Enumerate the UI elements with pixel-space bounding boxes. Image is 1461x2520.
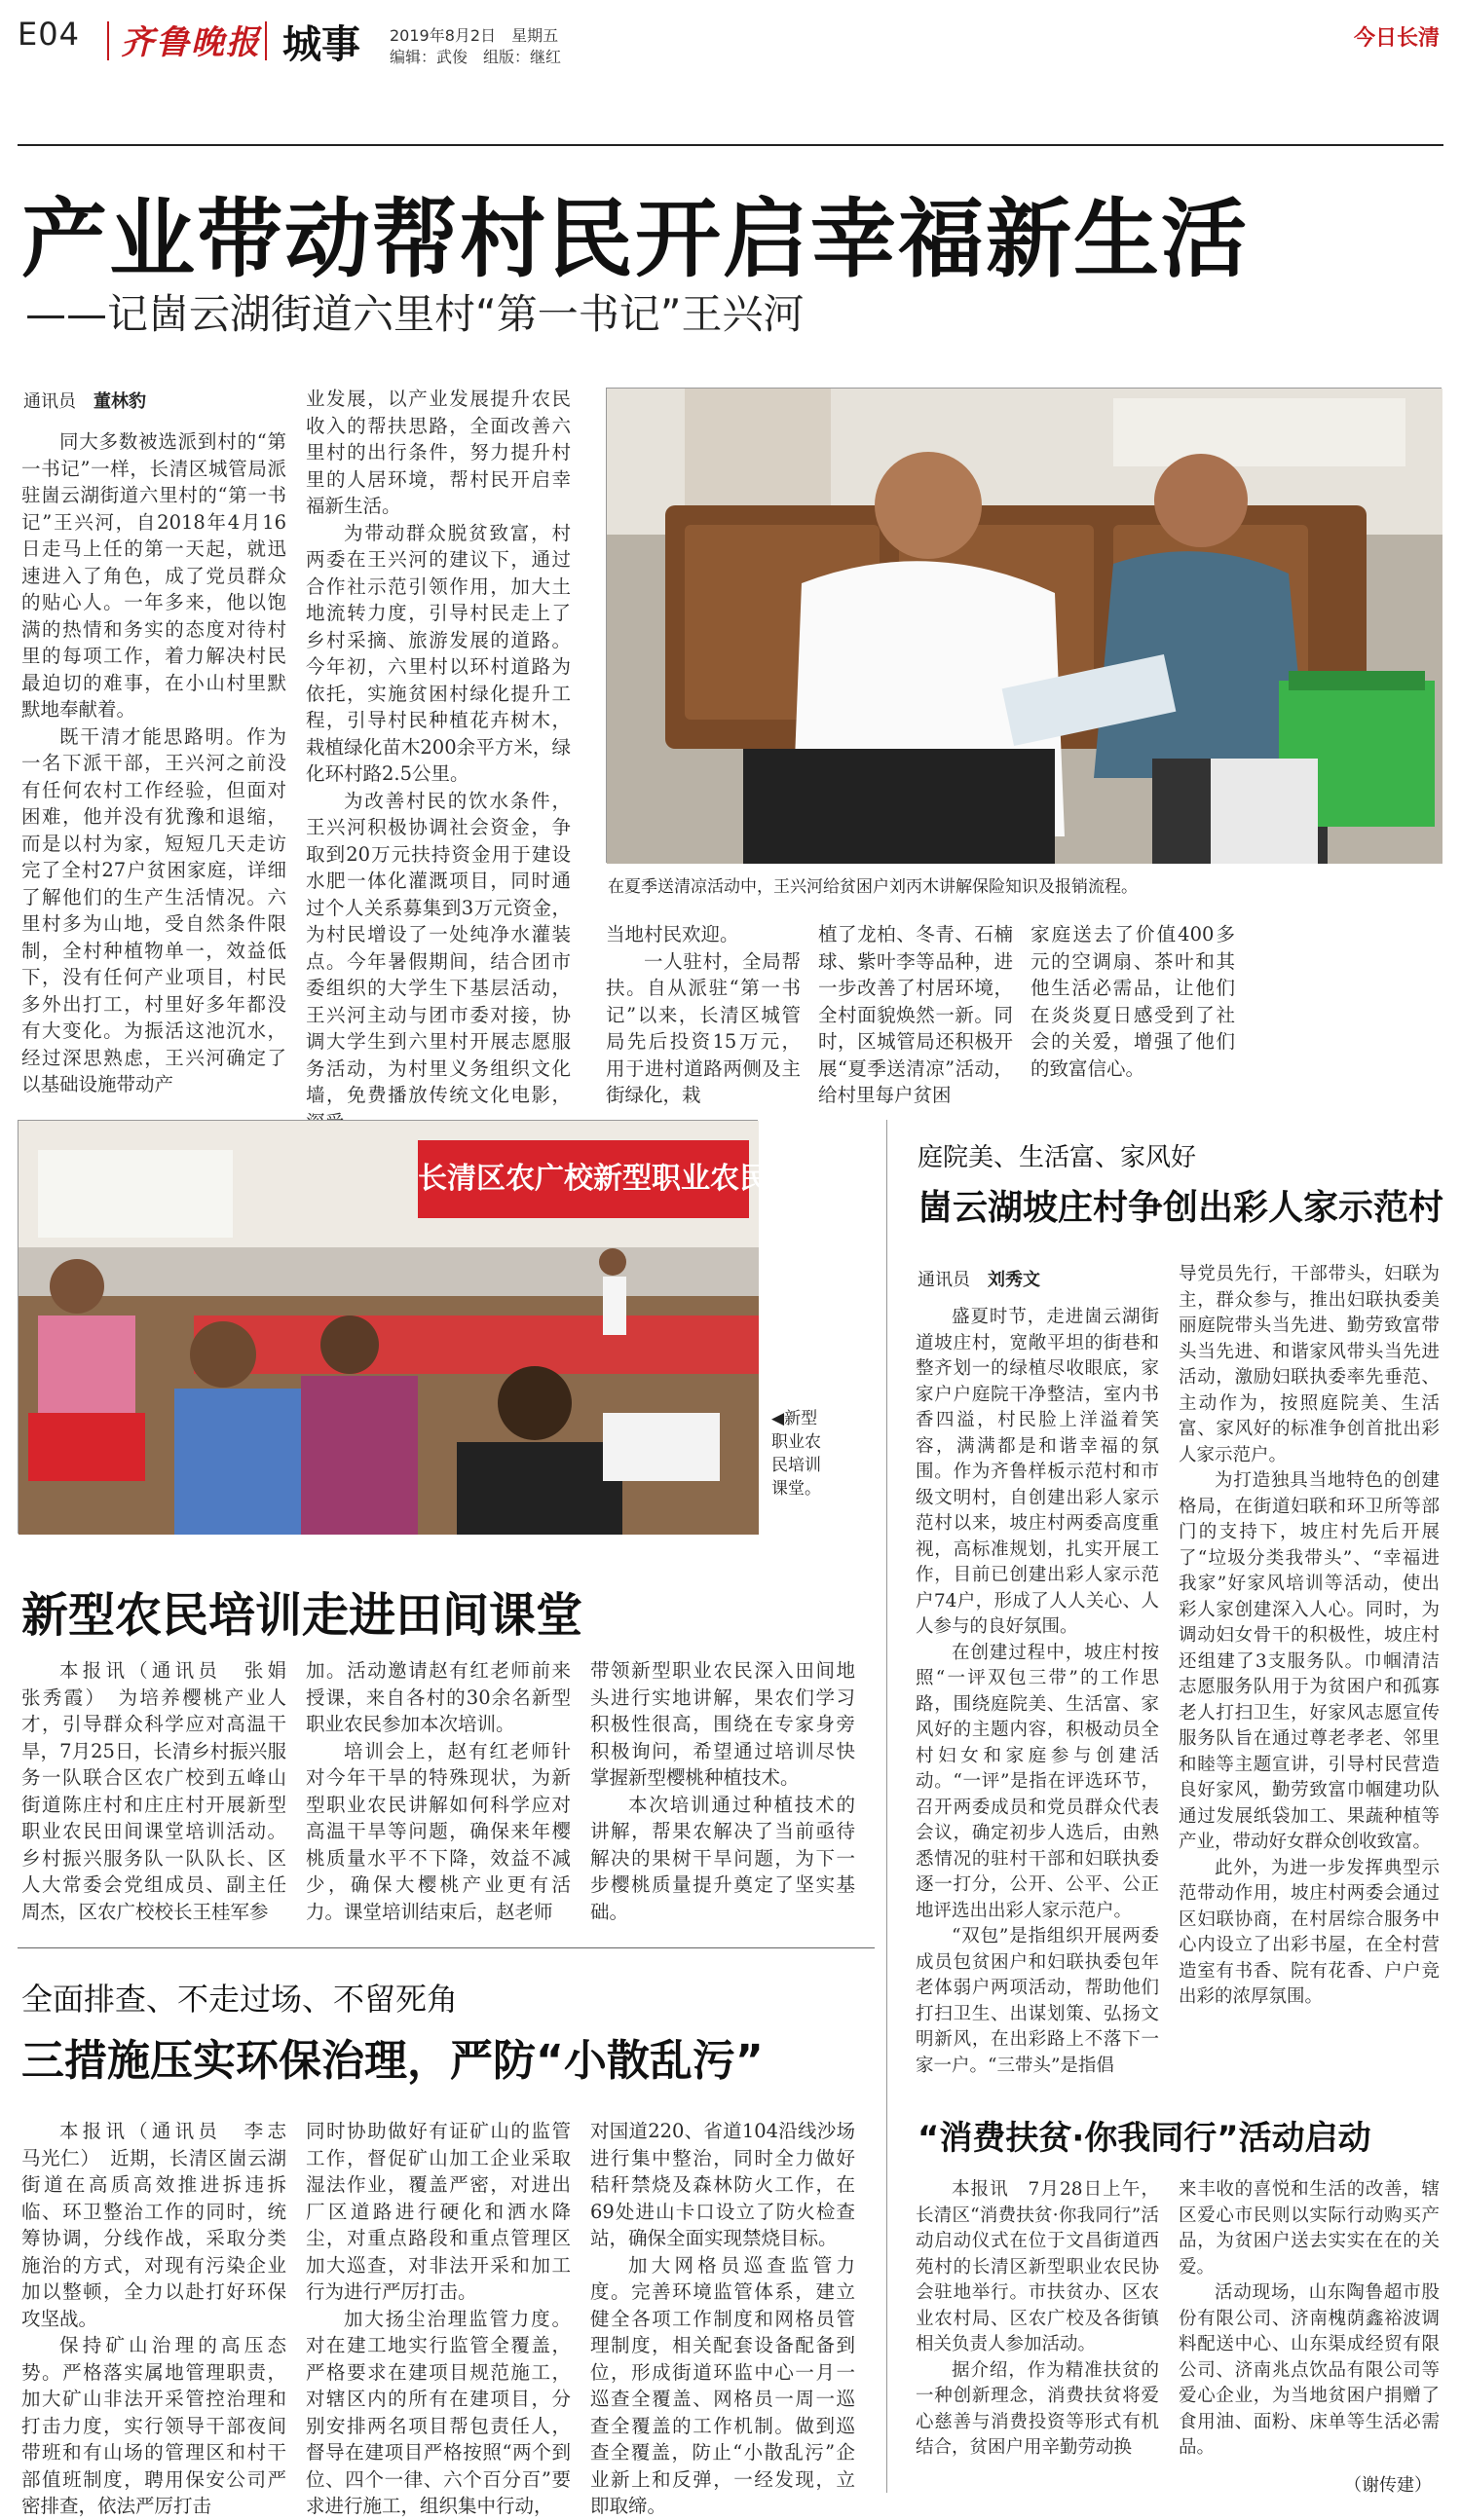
consumer-col-1 — [916, 2177, 1159, 2499]
paragraph: “双包”是指组织开展两委成员包贫困户和妇联执委包年老体弱户两项活动，帮助他们打扫卫生、出谋划策、弘扬文明新风，在出彩路上不落下一家一户。“三带头”是指倡 — [916, 1926, 1159, 2076]
training-col-3 — [590, 1657, 855, 1930]
training-col-2 — [306, 1657, 571, 1930]
environment-col-3 — [590, 2118, 855, 2517]
paragraph: 本报讯（通讯员 李志 马光仁） 近期，长清区崮云湖街道在高质高效推进拆违拆临、环卫整治工作的同时，统筹协调，分线作战，采取分类施治的方式，对现有污染企业加以整顿，全力以赴打好环保攻坚战。 — [21, 2120, 306, 2330]
paragraph: 导党员先行，干部带头，妇联为主，群众参与，推出妇联执委美丽庭院带头当先进、勤劳致富带头当先进、和谐家风带头当先进活动，激励妇联执委率先垂范、主动作为，按照庭院美、生活富、家风好的标准争创首批出彩人家示范户。 — [1179, 1264, 1440, 1465]
lead-col-3 — [606, 921, 801, 1106]
environment-headline: 三措施压实环保治理，严防“小散乱污” — [21, 2036, 764, 2086]
paragraph: 为带动群众脱贫致富，村两委在王兴河的建议下，通过合作社示范引领作用，加大土地流转力度，引导村民走上了乡村采摘、旅游发展的道路。今年初，六里村以环村道路为依托，实施贫困村绿化提升工程，引导村民种植花卉树木，栽植绿化苗木200余平方米，绿化环村路2.5公里。 — [306, 521, 571, 785]
paragraph: 加大网格员巡查监管力度。完善环境监管体系，建立健全各项工作制度和网格员管理制度，相关配套设备配备到位，形成街道环监中心一月一巡查全覆盖、网格员一周一巡查全覆盖的工作机制。做到巡查全覆盖，防止“小散乱污”企业新上和反弹，一经发现，立即取缔。 — [590, 2253, 855, 2517]
paragraph: 为改善村民的饮水条件，王兴河积极协调社会资金，争取到20万元扶持资金用于建设水肥一体化灌溉项目，同时通过个人关系募集到3万元资金，为村民增设了一处纯净水灌装点。今年暑假期间，结合团市委组织的大学生下基层活动，王兴河主动与团市委对接，协调大学生到六里村开展志愿服务活动，为村里义务组织文化墙，免费播放传统文化电影， — [306, 789, 571, 1106]
paragraph: 本报讯 7月28日上午，长清区“消费扶贫·你我同行”活动启动仪式在位于文昌街道西苑村的长清区新型职业农民协会驻地举行。市扶贫办、区农业农村局、区农广校及各街镇相关负责人参加活动。 — [916, 2179, 1159, 2354]
training-photo — [18, 1120, 768, 1534]
paragraph: 同时协助做好有证矿山的监管工作，督促矿山加工企业采取湿法作业，覆盖严密，对进出厂区道路进行硬化和洒水降尘，对重点路段和重点管理区加大巡查，对非法开采和加工行为进行严厉打击。 — [306, 2120, 571, 2303]
masthead-divider-2 — [265, 21, 267, 60]
environment-kicker: 全面排查、不走过场、不留死角 — [21, 1981, 459, 2018]
environment-col-1 — [21, 2118, 306, 2517]
lead-col-5 — [1030, 921, 1235, 1106]
lead-col-4 — [818, 921, 1013, 1106]
paragraph: 活动现场，山东陶鲁超市股份有限公司、济南槐荫鑫裕波调料配送中心、山东渠成经贸有限公司、济南兆点饮品有限公司等爱心企业，为当地贫困户捐赠了食用油、面粉、床单等生活必需品。 — [1179, 2282, 1440, 2458]
editor-line: 编辑：武俊 组版：继红 — [390, 48, 562, 66]
training-headline: 新型农民培训走进田间课堂 — [21, 1588, 583, 1643]
village-col-2 — [1179, 1262, 1440, 2064]
training-photo-banner: 长清区农广校新型职业农民 — [418, 1162, 768, 1196]
masthead-divider — [107, 21, 109, 60]
paragraph: 一人驻村，全局帮扶。自从派驻“第一书记”以来，长清区城管局先后投资15万元，用于进村道路两侧及主街绿化，栽 — [606, 949, 801, 1106]
paragraph: 本次培训通过种植技术的讲解，帮果农解决了当前亟待解决的果树干旱问题，为下一步樱桃质量提升奠定了坚实基础。 — [590, 1793, 855, 1923]
paper-logo: 齐鲁晚报 — [121, 23, 261, 62]
paragraph: 培训会上，赵有红老师针对今年干旱的特殊现状，为新型职业农民讲解如何科学应对高温干旱等问题，确保来年樱桃质量水平不下降，效益不减少，确保大樱桃产业更有活力。课堂培训结束后，赵老师 — [306, 1739, 571, 1923]
byline-label: 通讯员 — [918, 1270, 970, 1290]
paragraph: 业发展，以产业发展提升农民收入的帮扶思路，全面改善六里村的出行条件，努力提升村里的人居环境，帮村民开启幸福新生活。 — [306, 388, 571, 517]
paragraph: 为打造独具当地特色的创建格局，在街道妇联和环卫所等部门的支持下，坡庄村先后开展了“垃圾分类我带头”、“幸福进我家”好家风培训等活动，使出彩人家创建深入人心。同时，为调动妇女骨干的积极性，坡庄村还组建了3支服务队。巾帼清洁志愿服务队用于为贫困户和孤寡老人打扫卫生，好家风志愿宣传服务队旨在通过尊老孝老、邻里和睦等主题宣讲，引导村民营造良好家风，勤劳致富巾帼建功队通过发展纸袋加工、果蔬种植等产业，带动好女群众创收致富。 — [1179, 1470, 1440, 1852]
paragraph: 此外，为进一步发挥典型示范带动作用，坡庄村两委会通过区妇联协商，在村居综合服务中心内设立了出彩书屋，在全村营造室有书香、院有花香、户户竞出彩的浓厚氛围。 — [1179, 1857, 1440, 2007]
edition-tag: 今日长清 — [1353, 26, 1440, 51]
date-line: 2019年8月2日 星期五 — [390, 26, 559, 45]
lead-photo-illustration — [607, 389, 1442, 864]
paragraph: 加。活动邀请赵有红老师前来授课，来自各村的30余名新型职业农民参加本次培训。 — [306, 1659, 571, 1735]
paragraph: 对国道220、省道104沿线沙场进行集中整治，同时全力做好秸秆禁烧及森林防火工作，在69处进山卡口设立了防火检查站，确保全面实现禁烧目标。 — [590, 2120, 855, 2249]
byline-name: 董林豹 — [94, 391, 146, 412]
page-number: E04 — [18, 16, 80, 53]
consumer-col-2 — [1179, 2177, 1440, 2469]
consumer-signoff: （谢传建） — [1344, 2475, 1432, 2496]
section-rule — [18, 1947, 875, 1948]
village-byline — [918, 1266, 1040, 1291]
paragraph: 来丰收的喜悦和生活的改善，辖区爱心市民则以实际行动购买产品，为贫困户送去实实在在的关爱。 — [1179, 2179, 1440, 2278]
lead-col-1 — [21, 428, 286, 1100]
paragraph: 保持矿山治理的高压态势。严格落实属地管理职责，加大矿山非法开采管控治理和打击力度，实行领导干部夜间带班和有山场的管理区和村干部值班制度，聘用保安公司严密排查，依法严厉打击 — [21, 2334, 286, 2517]
paragraph: 在创建过程中，坡庄村按照“一评双包三带”的工作思路，围绕庭院美、生活富、家风好的主题内容，积极动员全村妇女和家庭参与创建活动。“一评”是指在评选环节，召开两委成员和党员群众代表会议，确定初步人选后，由熟悉情况的驻村干部和妇联执委逐一打分，公开、公平、公正地评选出出彩人家示范户。 — [916, 1642, 1159, 1921]
village-kicker: 庭院美、生活富、家风好 — [918, 1143, 1197, 1172]
paragraph: 家庭送去了价值400多元的空调扇、茶叶和其他生活必需品，让他们在炎炎夏日感受到了社会的关爱，增强了他们的致富信心。 — [1030, 923, 1235, 1080]
lead-byline — [23, 388, 146, 413]
lead-subhead: ——记崮云湖街道六里村“第一书记”王兴河 — [25, 290, 805, 338]
environment-col-2 — [306, 2118, 571, 2517]
byline-label: 通讯员 — [23, 391, 76, 412]
column-rule — [886, 1120, 887, 2493]
paragraph: 当地村民欢迎。 — [606, 923, 739, 945]
lead-photo — [606, 388, 1442, 863]
paragraph: 本报讯（通讯员 张娟 张秀霞） 为培养樱桃产业人才，引导群众科学应对高温干旱，7月25日，长清乡村振兴服务一队联合区农广校到五峰山街道陈庄村和庄庄村开展新型职业农民田间课堂培训活动。乡村振兴服务队一队队长、区人大常委会党组成员、副主任周杰，区农广校校长王桂军参 — [21, 1659, 306, 1923]
lead-headline: 产业带动帮村民开启幸福新生活 — [21, 189, 1250, 289]
training-photo-caption: ◀新型职业农民培训课堂。 — [771, 1409, 821, 1499]
paragraph: 带领新型职业农民深入田间地头进行实地讲解，果农们学习积极性很高，围绕在专家身旁积极询问，希望通过培训尽快掌握新型樱桃种植技术。 — [590, 1659, 855, 1789]
paragraph: 植了龙柏、冬青、石楠球、紫叶李等品种，进一步改善了村居环境，全村面貌焕然一新。同时，区城管局还积极开展“夏季送清凉”活动，给村里每户贫困 — [818, 923, 1013, 1106]
consumer-headline: “消费扶贫·你我同行”活动启动 — [918, 2119, 1371, 2158]
paragraph: 盛夏时节，走进崮云湖街道坡庄村，宽敞平坦的街巷和整齐划一的绿植尽收眼底，家家户户庭院干净整洁，室内书香四溢，村民脸上洋溢着笑容，满满都是和谐幸福的氛围。作为齐鲁样板示范村和市级文明村，自创建出彩人家示范村以来，坡庄村两委高度重视，高标准规划，扎实开展工作，目前已创建出彩人家示范户74户，形成了人人关心、人人参与的良好氛围。 — [916, 1307, 1159, 1637]
paragraph: 加大扬尘治理监管力度。对在建工地实行监管全覆盖，严格要求在建项目规范施工，对辖区内的所有在建项目，分别安排两名项目帮包责任人，督导在建项目严格按照“两个到位、四个一律、六个百分百”要求进行施工，组织集中行动， — [306, 2307, 571, 2517]
paragraph: 既干清才能思路明。作为一名下派干部，王兴河之前没有任何农村工作经验，但面对困难，他并没有犹豫和退缩，而是以村为家，短短几天走访完了全村27户贫困家庭，详细了解他们的生产生活情况。六里村多为山地，受自然条件限制，全村种植物单一，效益低下，没有任何产业项目，村民多外出打工，村里好多年都没有大变化。为振活这池沉水，经过深思熟虑，王兴河确定了以基础设施带动产 — [21, 724, 286, 1095]
masthead-rule — [18, 144, 1443, 146]
paragraph: 同大多数被选派到村的“第一书记”一样，长清区城管局派驻崮云湖街道六里村的“第一书记”王兴河，自2018年4月16日走马上任的第一天起，就迅速进入了角色，成了党员群众的贴心人。一年多来，他以饱满的热情和务实的态度对待村里的每项工作，着力解决村民最迫切的难事，在小山村里默默地奉献着。 — [21, 430, 286, 721]
paragraph: 据介绍，作为精准扶贫的一种创新理念，消费扶贫将爱心慈善与消费投资等形式有机结合，贫困户用辛勤劳动换 — [916, 2359, 1159, 2458]
training-col-1 — [21, 1657, 306, 1930]
village-headline: 崮云湖坡庄村争创出彩人家示范村 — [918, 1188, 1444, 1228]
village-col-1 — [916, 1305, 1159, 2076]
section-name: 城事 — [282, 22, 360, 67]
lead-photo-caption: 在夏季送清凉活动中，王兴河给贫困户刘丙木讲解保险知识及报销流程。 — [608, 877, 1138, 897]
byline-name: 刘秀文 — [988, 1270, 1040, 1290]
lead-col-2 — [306, 386, 571, 1106]
